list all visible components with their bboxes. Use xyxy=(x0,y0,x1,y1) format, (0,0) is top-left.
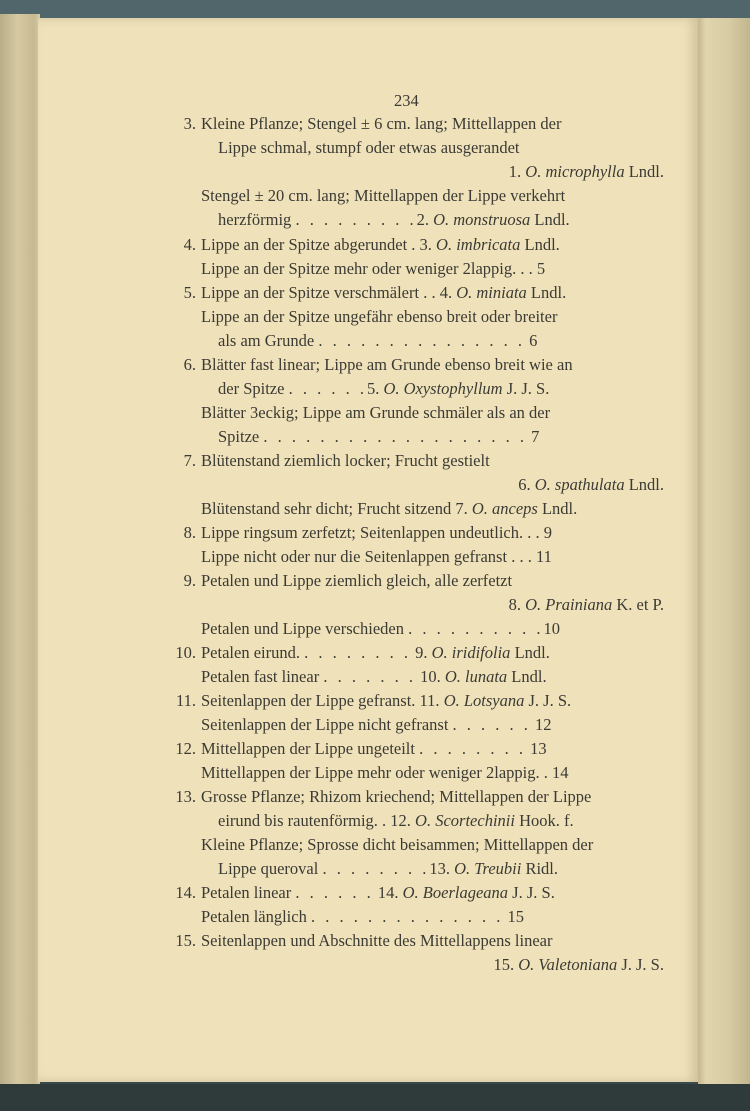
key-text: 5. xyxy=(366,379,384,398)
key-number: 14. xyxy=(175,883,196,902)
key-text: Lippe schmal, stumpf oder etwas ausgerandet xyxy=(218,138,520,157)
key-text: Lndl. xyxy=(507,667,547,686)
key-number: 8. xyxy=(183,523,196,542)
key-number: 12. xyxy=(175,739,196,758)
key-text: Lndl. xyxy=(526,283,567,302)
leader-dots: . . . . . . xyxy=(288,379,367,398)
key-text: Stengel ± 20 cm. lang; Mittellappen der Lippe verkehrt xyxy=(201,186,566,205)
leader-dots: . . . . . . xyxy=(295,883,374,902)
key-line xyxy=(201,307,557,327)
key-line xyxy=(218,427,539,447)
key-text: Kleine Pflanze; Sprosse dicht beisammen; Mittellappen der xyxy=(201,835,594,854)
key-text: Lndl. xyxy=(624,162,664,181)
key-line xyxy=(493,955,664,975)
key-line xyxy=(201,763,568,783)
key-text: Lippe queroval xyxy=(218,859,323,878)
species-name: O. imbricata xyxy=(436,235,521,254)
key-text: J. J. S. xyxy=(508,883,555,902)
species-name: O. Oxystophyllum xyxy=(383,379,503,398)
key-number: 9. xyxy=(183,571,196,590)
leader-dots: . . . . . . . xyxy=(323,667,416,686)
key-text: 15. xyxy=(493,955,519,974)
key-text: Lndl. xyxy=(624,475,664,494)
species-name: O. Lotsyana xyxy=(443,691,525,710)
key-text: Petalen eirund. xyxy=(201,643,305,662)
key-line xyxy=(218,138,520,158)
species-name: O. iridifolia xyxy=(431,643,511,662)
species-name: O. monstruosa xyxy=(433,210,531,229)
key-line xyxy=(201,691,571,711)
leader-dots: . . . . . . xyxy=(452,715,531,734)
key-text: Lndl. xyxy=(537,499,578,518)
key-text: Lippe an der Spitze abgerundet . 3. xyxy=(201,235,437,254)
key-line xyxy=(201,259,545,279)
key-text: Blätter fast linear; Lippe am Grunde ebenso breit wie an xyxy=(201,355,573,374)
key-text: als am Grunde xyxy=(218,331,319,350)
key-number: 13. xyxy=(175,787,196,806)
key-text: 10 xyxy=(543,619,560,638)
key-text: Petalen und Lippe ziemlich gleich, alle zerfetzt xyxy=(201,571,513,590)
key-line xyxy=(201,283,566,303)
book-right-edge xyxy=(698,18,750,1088)
key-line xyxy=(201,499,577,519)
key-text: Blütenstand ziemlich locker; Frucht gestielt xyxy=(201,451,490,470)
key-line xyxy=(218,379,549,399)
leader-dots: . . . . . . . . xyxy=(322,859,430,878)
key-text: Seitenlappen der Lippe nicht gefranst xyxy=(201,715,453,734)
key-line xyxy=(218,811,574,831)
species-name: O. Scortechinii xyxy=(415,811,515,830)
key-text: 1. xyxy=(508,162,526,181)
species-name: O. miniata xyxy=(456,283,527,302)
key-line xyxy=(201,739,547,759)
key-text: Petalen länglich xyxy=(201,907,311,926)
key-text: Kleine Pflanze; Stengel ± 6 cm. lang; Mittellappen der xyxy=(201,114,562,133)
key-text: 7 xyxy=(527,427,540,446)
key-text: 6. xyxy=(518,475,535,494)
key-line xyxy=(201,907,524,927)
key-text: 8. xyxy=(508,595,526,614)
key-line xyxy=(218,331,537,351)
key-text: Blätter 3eckig; Lippe am Grunde schmäler als an der xyxy=(201,403,551,422)
leader-dots: . . . . . . . . . . . . . . xyxy=(310,907,504,926)
key-line xyxy=(509,162,664,182)
key-text: Mittellappen der Lippe mehr oder weniger 2lappig. . 14 xyxy=(201,763,569,782)
key-line xyxy=(201,835,593,855)
key-line xyxy=(201,931,552,951)
page-number: 234 xyxy=(394,91,419,110)
species-name: O. anceps xyxy=(471,499,538,518)
key-text: Blütenstand sehr dicht; Frucht sitzend 7. xyxy=(201,499,472,518)
key-text: Lippe an der Spitze ungefähr ebenso breit oder breiter xyxy=(201,307,558,326)
key-line xyxy=(518,475,664,495)
key-line xyxy=(201,643,550,663)
leader-dots: . . . . . . . . . . . . . . . xyxy=(318,331,525,350)
leader-dots: . . . . . . . . xyxy=(419,739,526,758)
key-text: Petalen fast linear xyxy=(201,667,324,686)
scanner-bottom-edge xyxy=(0,1084,750,1111)
key-text: Spitze xyxy=(218,427,264,446)
key-line xyxy=(201,235,560,255)
leader-dots: . . . . . . . . . . . . . . . . . . . xyxy=(263,427,527,446)
key-number: 10. xyxy=(175,643,196,662)
key-text: Seitenlappen der Lippe gefranst. 11. xyxy=(201,691,444,710)
key-text: Lippe an der Spitze mehr oder weniger 2lappig. . . 5 xyxy=(201,259,546,278)
key-line xyxy=(201,571,512,591)
key-text: Lndl. xyxy=(510,643,550,662)
key-text: Lndl. xyxy=(520,235,560,254)
key-number: 6. xyxy=(183,355,196,374)
species-name: O. Treubii xyxy=(454,859,522,878)
key-text: 13. xyxy=(429,859,455,878)
key-line xyxy=(201,715,552,735)
key-text: 2. xyxy=(416,210,434,229)
key-text: 13 xyxy=(525,739,547,758)
leader-dots: . . . . . . . . . xyxy=(295,210,417,229)
key-text: Lndl. xyxy=(530,210,570,229)
key-text: 6 xyxy=(524,331,538,350)
key-text: Ridl. xyxy=(521,859,559,878)
key-number: 7. xyxy=(183,451,196,470)
key-text: Mittellappen der Lippe ungeteilt xyxy=(201,739,420,758)
key-text: J. J. S. xyxy=(524,691,572,710)
key-text: der Spitze xyxy=(218,379,289,398)
key-text: Seitenlappen und Abschnitte des Mittellappens linear xyxy=(201,931,553,950)
key-text: K. et P. xyxy=(612,595,664,614)
key-text: herzförmig xyxy=(218,210,296,229)
key-line xyxy=(201,547,552,567)
key-line xyxy=(201,114,562,134)
species-name: O. Valetoniana xyxy=(518,955,618,974)
key-text: 10. xyxy=(415,667,445,686)
key-line xyxy=(201,619,560,639)
key-number: 3. xyxy=(183,114,196,133)
key-number: 15. xyxy=(175,931,196,950)
key-text: Petalen linear xyxy=(201,883,296,902)
species-name: O. Boerlageana xyxy=(402,883,509,902)
key-line xyxy=(509,595,664,615)
key-number: 4. xyxy=(183,235,196,254)
key-line xyxy=(201,451,490,471)
species-name: O. lunata xyxy=(444,667,508,686)
key-line xyxy=(201,787,591,807)
key-number: 11. xyxy=(175,691,196,710)
key-text: 9. xyxy=(410,643,432,662)
book-left-edge xyxy=(0,14,40,1089)
key-text: J. J. S. xyxy=(502,379,550,398)
species-name: O. spathulata xyxy=(534,475,625,494)
key-text: Hook. f. xyxy=(514,811,574,830)
key-text: 14. xyxy=(373,883,403,902)
key-number: 5. xyxy=(183,283,196,302)
species-name: O. Prainiana xyxy=(525,595,613,614)
key-text: eirund bis rautenförmig. . 12. xyxy=(218,811,416,830)
leader-dots: . . . . . . . . . . xyxy=(408,619,544,638)
key-line xyxy=(218,210,570,230)
species-name: O. microphylla xyxy=(525,162,625,181)
key-line xyxy=(201,355,573,375)
key-text: Grosse Pflanze; Rhizom kriechend; Mittellappen der Lippe xyxy=(201,787,592,806)
key-text: Lippe ringsum zerfetzt; Seitenlappen undeutlich. . . 9 xyxy=(201,523,552,542)
key-line xyxy=(201,883,555,903)
key-line xyxy=(201,667,547,687)
key-text: 15 xyxy=(503,907,524,926)
key-text: Lippe nicht oder nur die Seitenlappen gefranst . . . 11 xyxy=(201,547,552,566)
key-text: J. J. S. xyxy=(617,955,664,974)
key-text: Lippe an der Spitze verschmälert . . 4. xyxy=(201,283,457,302)
key-line xyxy=(218,859,558,879)
key-line xyxy=(201,403,550,423)
key-text: 12 xyxy=(530,715,552,734)
key-line xyxy=(201,186,565,206)
key-text: Petalen und Lippe verschieden xyxy=(201,619,409,638)
leader-dots: . . . . . . . . xyxy=(304,643,411,662)
key-line xyxy=(201,523,552,543)
